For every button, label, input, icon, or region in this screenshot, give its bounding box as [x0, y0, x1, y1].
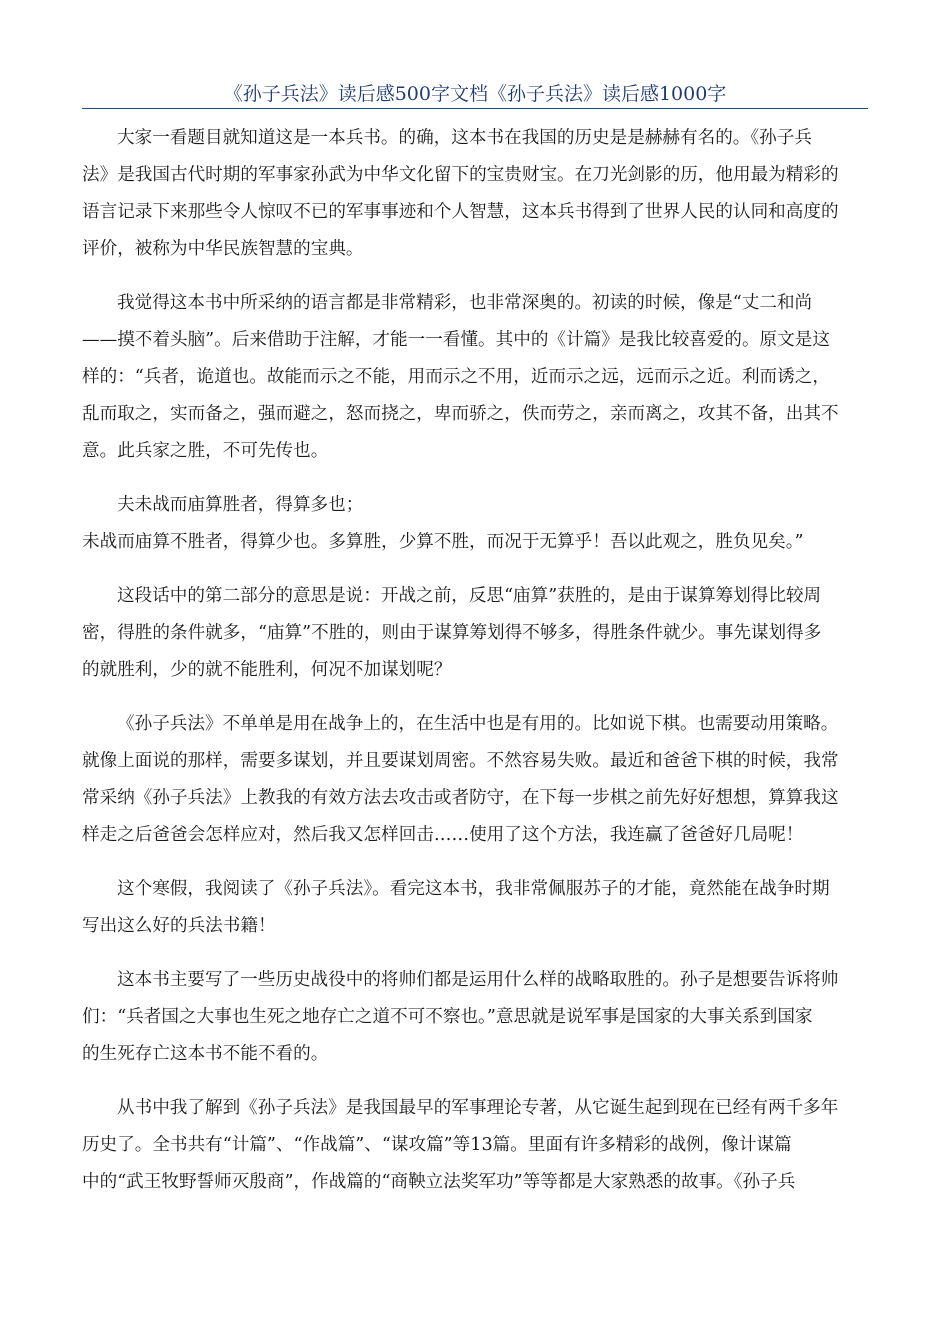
text-line: ——摸不着头脑”。后来借助于注解，才能一一看懂。其中的《计篇》是我比较喜爱的。原文是这	[82, 330, 830, 350]
text-line: 写出这么好的兵法书籍！	[82, 916, 276, 936]
text-line: 样的：“兵者，诡道也。故能而示之不能，用而示之不用，近而示之远，远而示之近。利而诱之，	[82, 367, 830, 387]
text-line: 历史了。全书共有“计篇”、“作战篇”、“谋攻篇”等13篇。里面有许多精彩的战例，像计谋篇	[82, 1135, 792, 1155]
paragraph-3	[82, 487, 868, 524]
text-line: 样走之后爸爸会怎样应对，然后我又怎样回击……使用了这个方法，我连赢了爸爸好几局呢！	[82, 825, 804, 845]
paragraph-9	[82, 1090, 868, 1201]
text-line: 常采纳《孙子兵法》上教我的有效方法去攻击或者防守，在下每一步棋之前先好好想想，算算我这	[82, 788, 839, 808]
paragraph-7	[82, 871, 868, 945]
text-line: 的就胜利，少的就不能胜利，何况不加谋划呢？	[82, 660, 452, 680]
paragraph-4	[82, 524, 868, 561]
text-line: 的生死存亡这本书不能不看的。	[82, 1044, 329, 1064]
text-line: 们：“兵者国之大事也生死之地存亡之道不可不察也。”意思就是说军事是国家的大事关系到国家	[82, 1007, 813, 1027]
text-line: 未战而庙算不胜者，得算少也。多算胜，少算不胜，而况于无算乎！吾以此观之，胜负见矣。”	[82, 532, 804, 552]
paragraph-8	[82, 962, 868, 1073]
paragraph-5	[82, 578, 868, 689]
text-line: 乱而取之，实而备之，强而避之，怒而挠之，卑而骄之，佚而劳之，亲而离之，攻其不备，出其不	[82, 404, 839, 424]
text-line: 密，得胜的条件就多，“庙算”不胜的，则由于谋算筹划得不够多，得胜条件就少。事先谋划得多	[82, 623, 822, 643]
text-line: 《孙子兵法》不单单是用在战争上的，在生活中也是有用的。比如说下棋。也需要动用策略。	[117, 714, 839, 734]
text-line: 意。此兵家之胜，不可先传也。	[82, 441, 329, 461]
text-line: 大家一看题目就知道这是一本兵书。的确，这本书在我国的历史是是赫赫有名的。《孙子兵	[117, 128, 812, 148]
text-line: 语言记录下来那些令人惊叹不已的军事事迹和个人智慧，这本兵书得到了世界人民的认同和高度的	[82, 202, 839, 222]
text-line: 评价，被称为中华民族智慧的宝典。	[82, 239, 364, 259]
text-line: 这段话中的第二部分的意思是说：开战之前，反思“庙算”获胜的，是由于谋算筹划得比较周	[117, 586, 822, 606]
text-line: 这个寒假，我阅读了《孙子兵法》。看完这本书，我非常佩服苏子的才能，竟然能在战争时期	[117, 879, 830, 899]
text-line: 夫未战而庙算胜者，得算多也；	[117, 495, 364, 515]
text-line: 法》是我国古代时期的军事家孙武为中华文化留下的宝贵财宝。在刀光剑影的历，他用最为精彩的	[82, 165, 839, 185]
text-line: 我觉得这本书中所采纳的语言都是非常精彩，也非常深奥的。初读的时候，像是“丈二和尚	[117, 293, 813, 313]
text-line: 这本书主要写了一些历史战役中的将帅们都是运用什么样的战略取胜的。孙子是想要告诉将帅	[117, 970, 839, 990]
document-body	[82, 120, 868, 1218]
text-line: 就像上面说的那样，需要多谋划，并且要谋划周密。不然容易失败。最近和爸爸下棋的时候，我常	[82, 751, 839, 771]
paragraph-6	[82, 706, 868, 854]
page-header	[82, 80, 868, 109]
text-line: 中的“武王牧野誓师灭殷商”，作战篇的“商鞅立法奖军功”等等都是大家熟悉的故事。《孙子兵	[82, 1172, 796, 1192]
header-title: 《孙子兵法》读后感500字文档《孙子兵法》读后感1000字	[223, 83, 727, 105]
paragraph-2	[82, 285, 868, 470]
text-line: 从书中我了解到《孙子兵法》是我国最早的军事理论专著，从它诞生起到现在已经有两千多年	[117, 1098, 839, 1118]
paragraph-1	[82, 120, 868, 268]
